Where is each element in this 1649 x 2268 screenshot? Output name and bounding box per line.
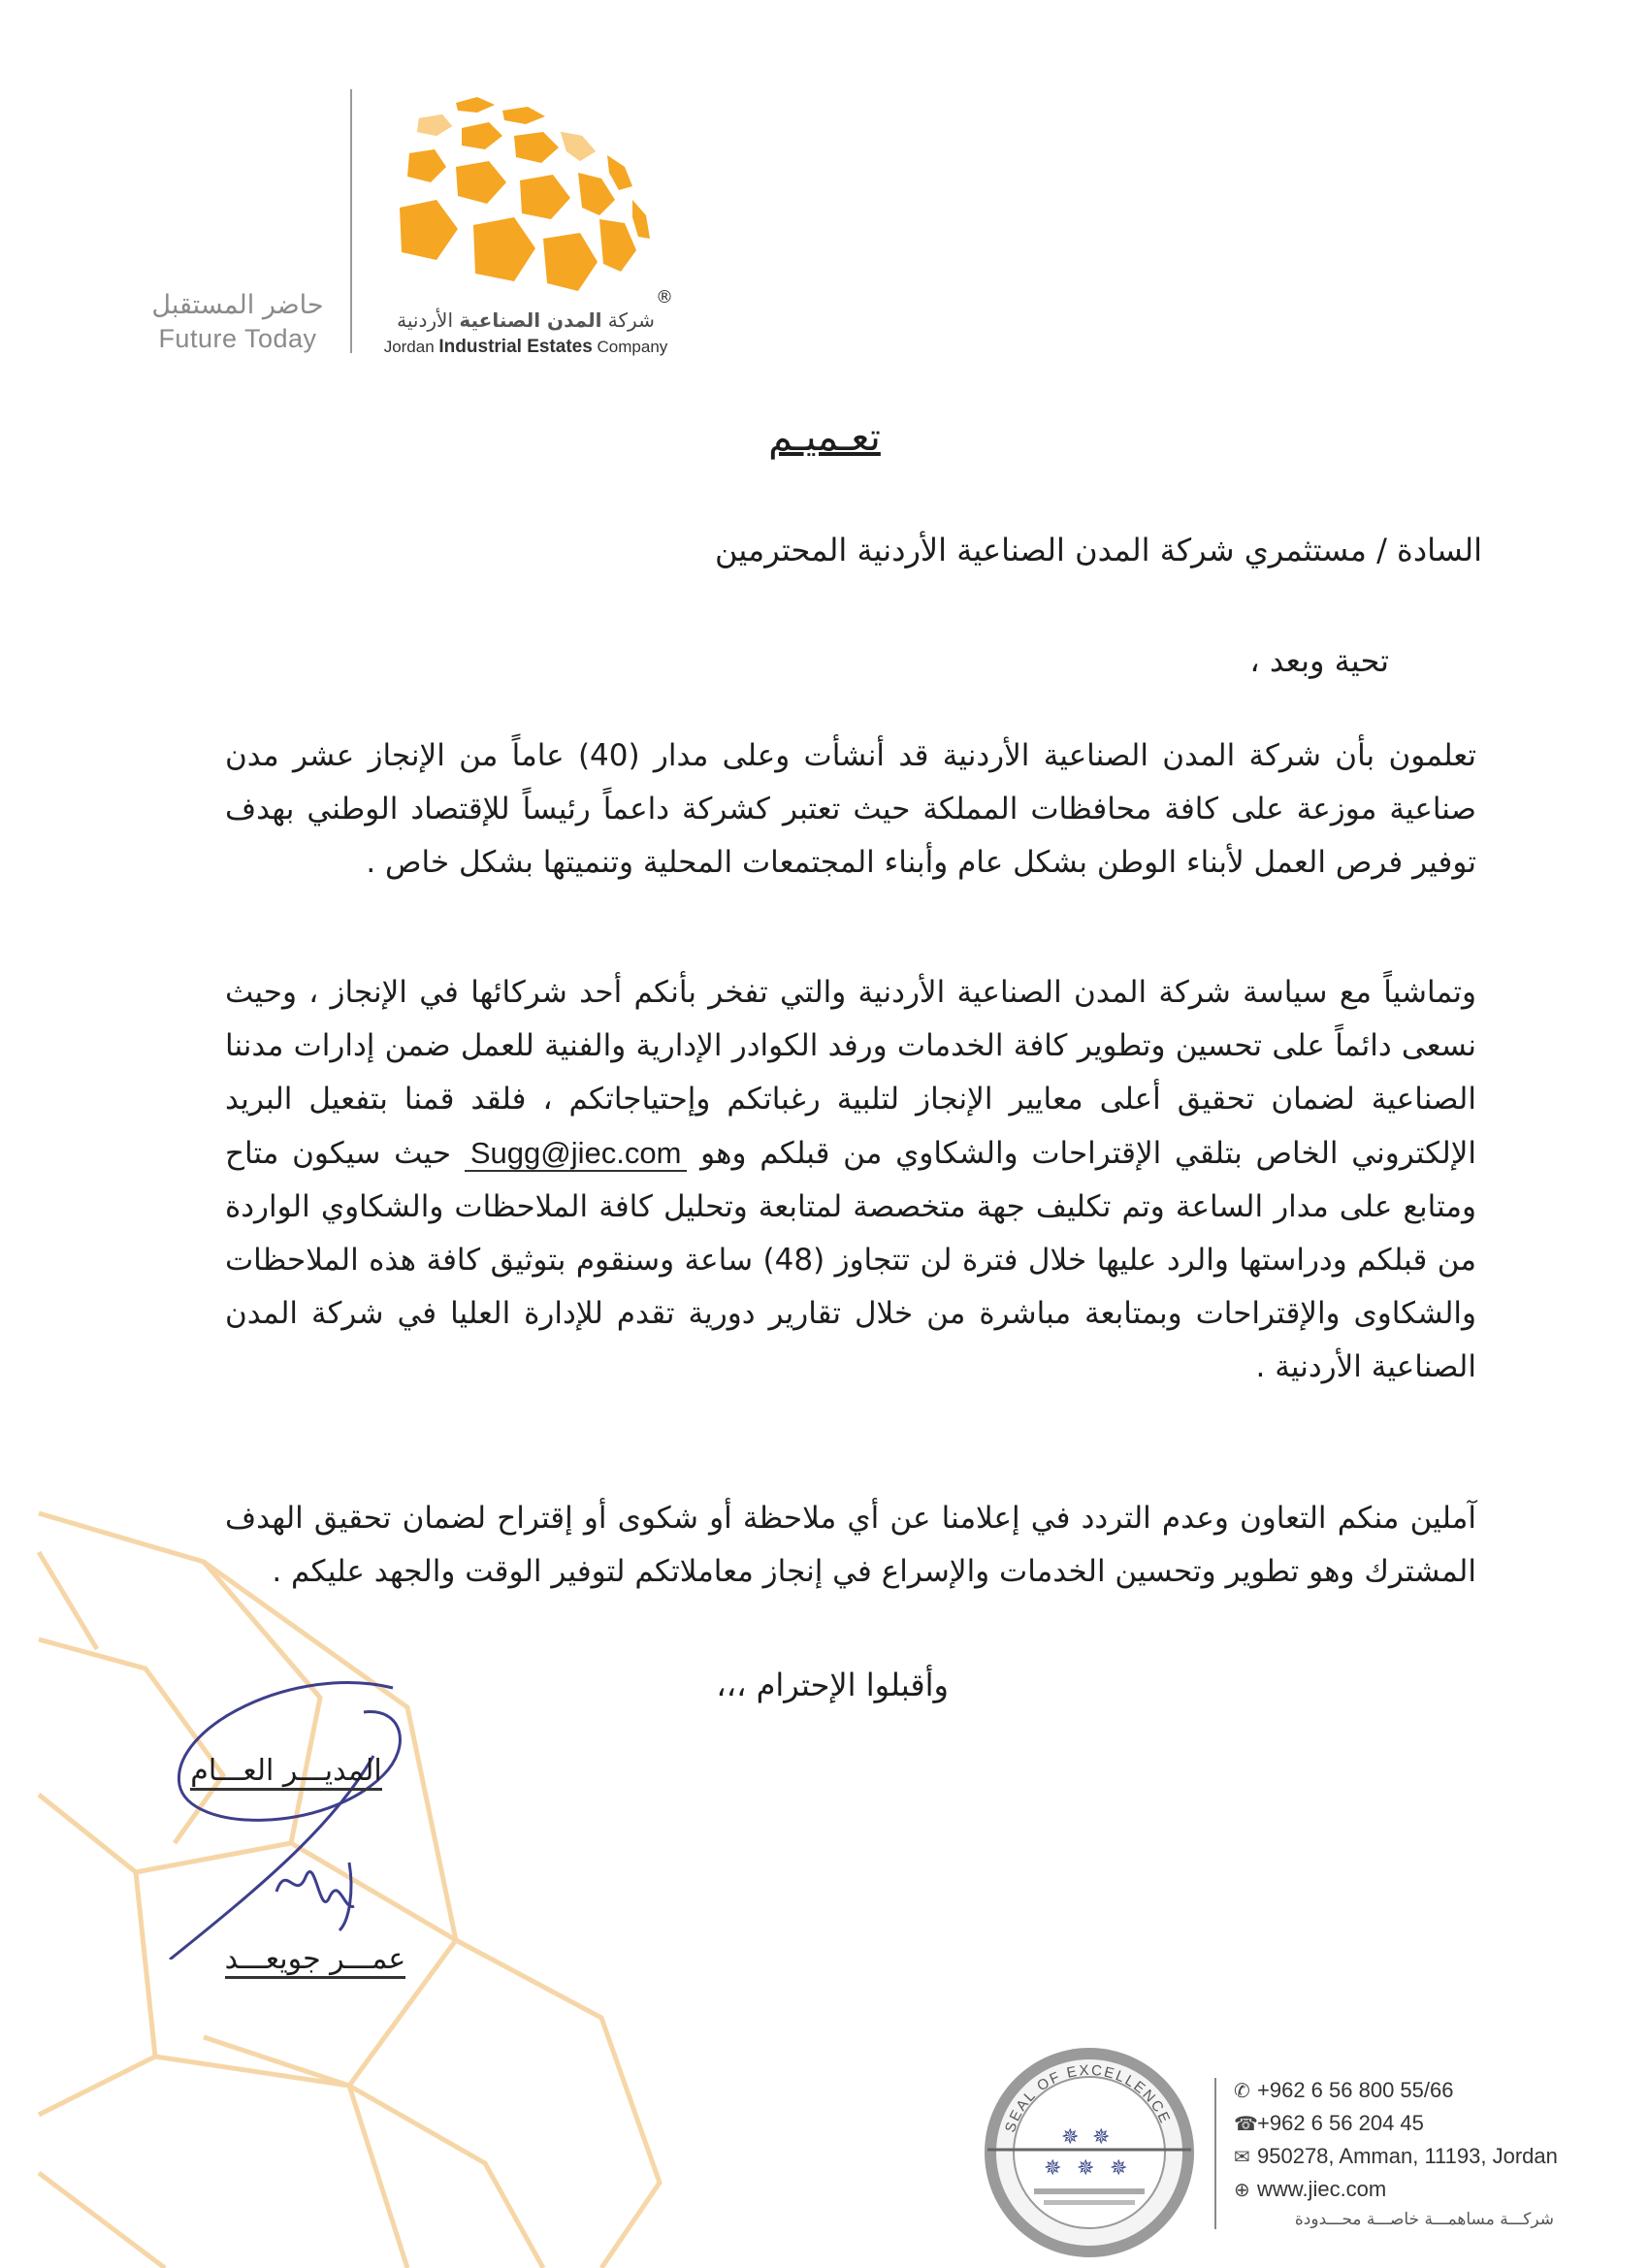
phone-text: +962 6 56 800 55/66 <box>1257 2078 1454 2102</box>
tagline-english: Future Today <box>158 324 317 353</box>
fax-icon: ☎ <box>1234 2114 1258 2135</box>
footer-divider <box>1214 2078 1216 2229</box>
paragraph-2 <box>225 966 1476 1394</box>
paragraph-3: آملين منكم التعاون وعدم التردد في إعلامنا عن أي ملاحظة أو شكوى أو إقتراح لضمان تحقيق الهدف المشترك وهو تطوير وتحسين الخدمات والإسراع في إنجاز معاملاتكم لتوفير الوقت والجهد عليكم . <box>225 1501 1476 1589</box>
paragraph-2-before: وتماشياً مع سياسة شركة المدن الصناعية الأردنية والتي تفخر بأنكم أحد شركائها في الإنجاز ، وحيث نسعى دائماً على تحسين وتطوير كافة الخدمات ورفد الكوادر الإدارية والفنية للعمل ضمن إدارات مدننا الصناعية لضمان تحقيق أعلى معايير الإنجاز لتلبية رغباتكم وإحتياجاتكم ، فلقد قمنا بتفعيل البريد الإلكتروني الخاص بتلقي الإقتراحات والشكاوي من قبلكم وهو <box>225 975 1477 1171</box>
svg-text:✵: ✵ <box>1044 2156 1062 2181</box>
signer-name-text: عمـــر جويعـــد <box>225 1942 406 1979</box>
svg-text:✵: ✵ <box>1061 2125 1080 2150</box>
svg-text:✵: ✵ <box>1110 2156 1128 2181</box>
fax-text: +962 6 56 204 45 <box>1257 2111 1424 2135</box>
greeting: تحية وبعد ، <box>1249 642 1389 679</box>
closing: وأقبلوا الإحترام ،،، <box>716 1667 949 1703</box>
signer-title-text: المديـــر العـــام <box>190 1754 381 1791</box>
company-type: شركـــة مساهمـــة خاصـــة محـــدودة <box>1294 2210 1554 2229</box>
phone-icon: ✆ <box>1234 2081 1250 2102</box>
mailbox-icon: ✉ <box>1234 2147 1250 2168</box>
signature-icon <box>150 1669 441 1960</box>
company-name-en-bold: Industrial Estates <box>438 337 593 357</box>
company-name-arabic <box>380 308 671 332</box>
signer-name <box>209 1942 422 1976</box>
company-name-arabic-prefix: شركة <box>607 308 655 332</box>
header-divider <box>350 89 352 353</box>
suggestions-email-link[interactable]: Sugg@jiec.com <box>465 1136 688 1172</box>
address-text: 950278, Amman, 11193, Jordan <box>1257 2144 1558 2168</box>
tagline-arabic: حاضر المستقبل <box>151 290 324 320</box>
svg-text:✵: ✵ <box>1077 2156 1095 2181</box>
addressee: السادة / مستثمري شركة المدن الصناعية الأردنية المحترمين <box>715 532 1482 568</box>
company-name-en-pre: Jordan <box>383 338 435 356</box>
letter-title: تعـميـم <box>768 415 881 460</box>
company-name-arabic-main: المدن الصناعية <box>459 308 602 332</box>
globe-icon: ⊕ <box>1234 2180 1250 2201</box>
fax-row <box>1234 2111 1424 2136</box>
registered-mark: ® <box>656 287 673 308</box>
website-text[interactable]: www.jiec.com <box>1257 2177 1387 2201</box>
phone-row <box>1234 2078 1453 2103</box>
address-row <box>1234 2144 1558 2169</box>
company-name-arabic-suffix: الأردنية <box>397 308 454 332</box>
tagline <box>146 289 330 355</box>
website-row[interactable] <box>1234 2177 1386 2202</box>
paragraph-1: تعلمون بأن شركة المدن الصناعية الأردنية قد أنشأت وعلى مدار (40) عاماً من الإنجاز عشر مدن صناعية موزعة على كافة محافظات المملكة حيث تعتبر كشركة داعماً رئيساً للإقتصاد الوطني بهدف توفير فرص العمل لأبناء الوطن بشكل عام وأبناء المجتمعات المحلية وتنميتها بشكل خاص . <box>225 738 1476 880</box>
paragraph-2-after: حيث سيكون متاح ومتابع على مدار الساعة وتم تكليف جهة متخصصة لمتابعة وتحليل كافة الملاحظات والشكاوي الواردة من قبلكم ودراستها والرد عليها خلال فترة لن تتجاوز (48) ساعة وسنقوم بتوثيق كافة هذه الملاحظات والشكاوى والإقتراحات وبمتابعة مباشرة من خلال تقارير دورية تقدم للإدارة العليا في شركة المدن الصناعية الأردنية . <box>225 1136 1476 1384</box>
company-name-en-post: Company <box>597 338 668 356</box>
signer-title <box>165 1754 407 1788</box>
seal-of-excellence-icon <box>980 2043 1199 2262</box>
seal-text: SEAL OF EXCELLENCE <box>1001 2061 1174 2135</box>
company-name-english <box>380 337 671 358</box>
svg-text:✵: ✵ <box>1092 2125 1111 2150</box>
